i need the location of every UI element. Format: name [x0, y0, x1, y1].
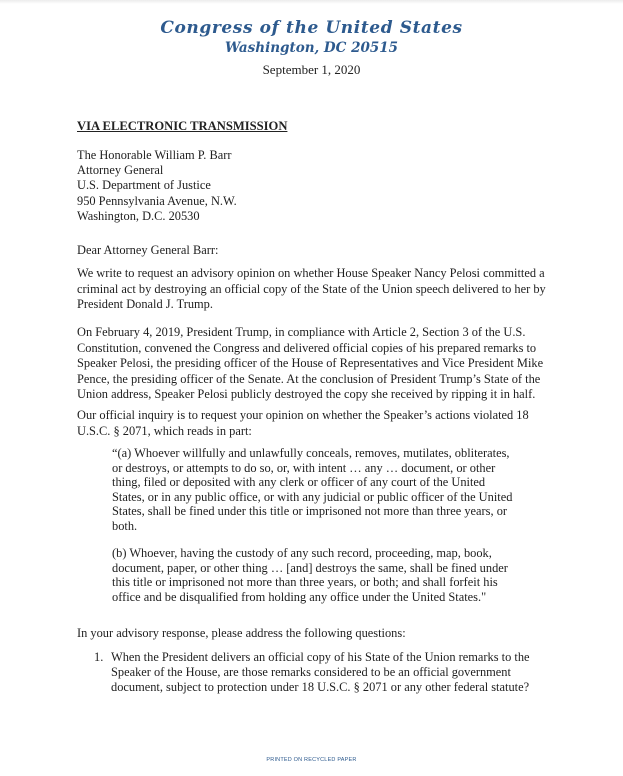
address-line: Attorney General	[77, 163, 164, 178]
text-line: Speaker of the House, are those remarks considered to be an official government	[111, 665, 511, 680]
text-line: both.	[112, 518, 138, 533]
letterhead-subtitle: Washington, DC 20515	[224, 40, 399, 56]
text-line: Our official inquiry is to request your opinion on whether the Speaker’s actions violated 18	[77, 408, 529, 422]
statute-quote-a	[112, 446, 552, 534]
text-line: office and be disqualified from holding any office under the United States."	[112, 589, 487, 604]
transmission-heading: VIA ELECTRONIC TRANSMISSION	[77, 119, 288, 133]
text-line: Speaker Pelosi, the presiding officer of the House of Representatives and Vice President Mike	[77, 356, 544, 371]
text-line: States, or in any public office, or with any judicial or public officer of the United	[112, 489, 513, 504]
paragraph-inquiry	[77, 408, 577, 439]
address-line: 950 Pennsylvania Avenue, N.W.	[77, 193, 237, 208]
address-line: Washington, D.C. 20530	[77, 208, 200, 223]
page-top-shadow	[0, 0, 623, 4]
text-line: Pence, the presiding officer of the Senate. At the conclusion of President Trump’s State of the	[77, 371, 541, 386]
address-line: U.S. Department of Justice	[77, 178, 211, 193]
text-line: document, subject to protection under 18 U.S.C. § 2071 or any other federal statute?	[111, 680, 530, 695]
text-line: Union address, Speaker Pelosi publicly destroyed the copy she received by ripping it in half.	[77, 387, 536, 402]
text-line: (b) Whoever, having the custody of any such record, proceeding, map, book,	[112, 546, 492, 560]
questions-intro: In your advisory response, please address the following questions:	[77, 626, 406, 640]
letter-date: September 1, 2020	[262, 62, 361, 77]
text-line: document, paper, or other thing … [and] destroys the same, shall be fined under	[112, 560, 508, 575]
text-line: Constitution, convened the Congress and delivered official copies of his prepared remarks to	[77, 340, 537, 355]
text-line: “(a) Whoever willfully and unlawfully conceals, removes, mutilates, obliterates,	[112, 446, 510, 460]
statute-quote-b	[112, 546, 552, 604]
question-text	[111, 650, 571, 696]
paragraph-background	[77, 325, 577, 403]
text-line: On February 4, 2019, President Trump, in compliance with Article 2, Section 3 of the U.S.	[77, 325, 526, 339]
text-line: this title or imprisoned not more than three years, or both; and shall forfeit his	[112, 575, 498, 590]
text-line: We write to request an advisory opinion on whether House Speaker Nancy Pelosi committed a	[77, 266, 545, 280]
letterhead-title: Congress of the United States	[160, 18, 463, 38]
text-line: U.S.C. § 2071, which reads in part:	[77, 423, 252, 438]
recycled-paper-footer: PRINTED ON RECYCLED PAPER	[266, 757, 357, 763]
question-number: 1.	[94, 650, 104, 664]
text-line: States, shall be fined under this title or imprisoned not more than three years, or	[112, 504, 508, 519]
address-line: The Honorable William P. Barr	[77, 148, 232, 162]
text-line: thing, filed or deposited with any clerk or officer of any court of the United	[112, 475, 486, 490]
text-line: or destroys, or attempts to do so, or, with intent … any … document, or other	[112, 460, 496, 475]
text-line: When the President delivers an official copy of his State of the Union remarks to the	[111, 650, 530, 664]
text-line: criminal act by destroying an official copy of the State of the Union speech delivered to her by	[77, 281, 546, 296]
letterhead	[0, 18, 623, 79]
salutation: Dear Attorney General Barr:	[77, 243, 219, 257]
text-line: President Donald J. Trump.	[77, 297, 213, 312]
paragraph-request	[77, 266, 577, 313]
recipient-address	[77, 148, 237, 224]
